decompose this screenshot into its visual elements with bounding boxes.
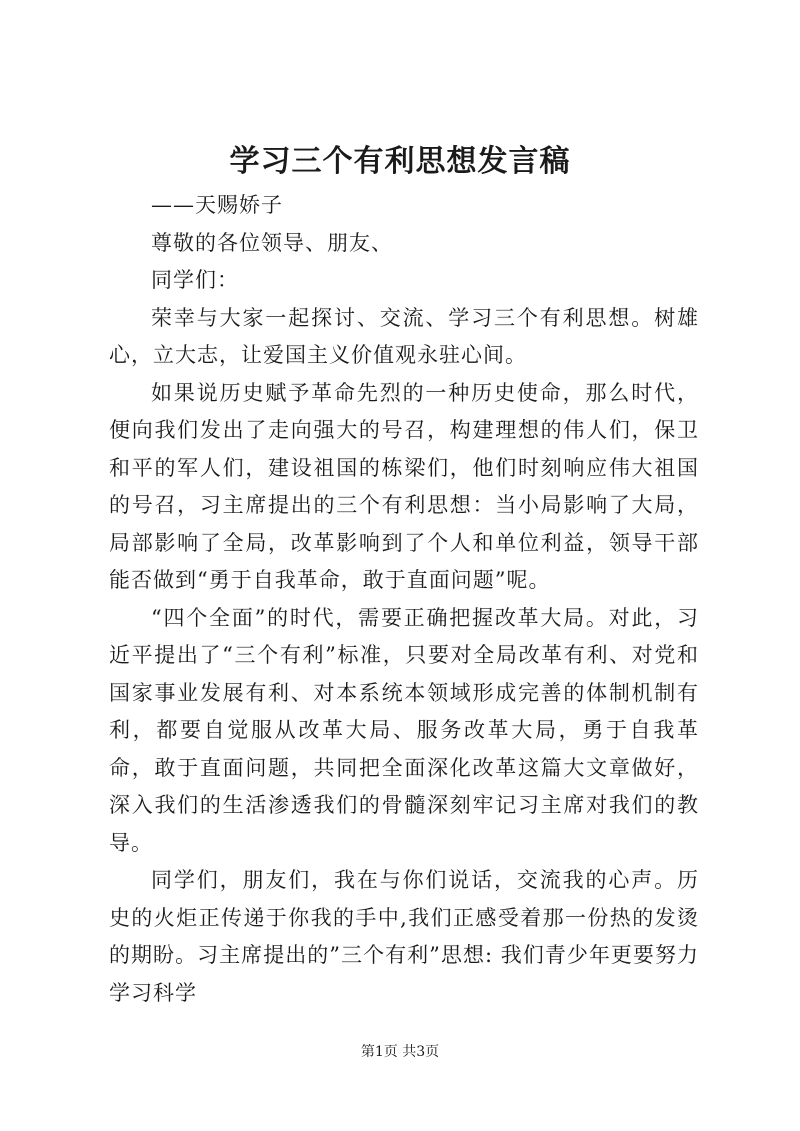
body-paragraph: 荣幸与大家一起探讨、交流、学习三个有利思想。树雄心，立大志，让爱国主义价值观永驻心间。 [109,305,699,367]
body-paragraph: 如果说历史赋予革命先烈的一种历史使命，那么时代，便向我们发出了走向强大的号召，构建理想的伟人们，保卫和平的军人们，建设祖国的栋梁们，他们时刻响应伟大祖国的号召，习主席提出的三个有利思想：当小局影响了大局，局部影响了全局，改革影响到了个人和单位利益，领导干部能否做到“勇于自我革命，敢于直面问题”呢。 [109,380,699,592]
body-paragraph: “四个全面”的时代，需要正确把握改革大局。对此，习近平提出了“三个有利”标准，只要对全局改革有利、对党和国家事业发展有利、对本系统本领域形成完善的体制机制有利，都要自觉服从改革大局、服务改革大局，勇于自我革命，敢于直面问题，共同把全面深化改革这篇大文章做好，深入我们的生活渗透我们的骨髓深刻牢记习主席对我们的教导。 [109,605,699,855]
page-number-footer: 第1页 共3页 [360,1044,440,1060]
document-title: 学习三个有利思想发言稿 [229,144,571,179]
document-body [109,187,699,1012]
body-paragraph: 同学们，朋友们，我在与你们说话，交流我的心声。历史的火炬正传递于你我的手中,我们正感受着那一份热的发烫的期盼。习主席提出的”三个有利”思想: 我们青少年更要努力学习科学 [109,868,699,1005]
author-line: ——天赐娇子 [151,193,283,217]
salutation-line: 同学们： [151,268,239,292]
salutation-line: 尊敬的各位领导、朋友、 [151,230,393,255]
